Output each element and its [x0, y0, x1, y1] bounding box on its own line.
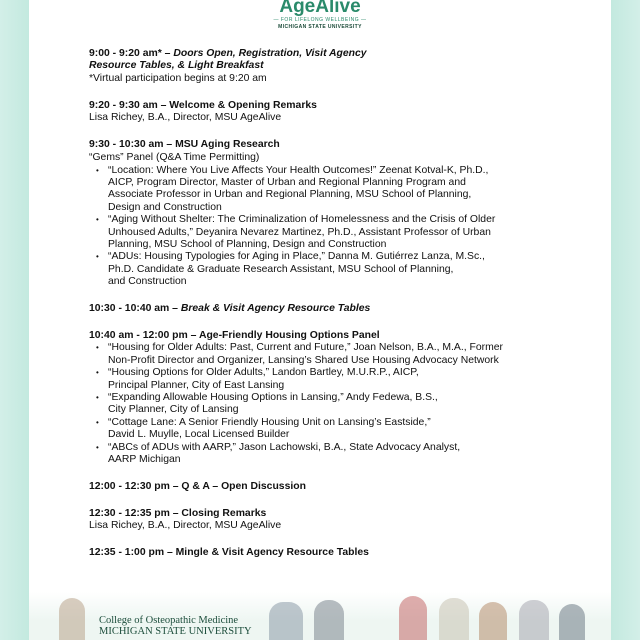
logo-university: MICHIGAN STATE UNIVERSITY — [278, 24, 362, 30]
list-item — [108, 342, 589, 367]
talk-list — [89, 165, 589, 289]
session-title: Closing Remarks — [181, 507, 267, 519]
talk-line: City Planner, City of Lansing — [108, 404, 239, 416]
session-title: Break & Visit Agency Resource Tables — [180, 303, 371, 315]
talk-line: David L. Muylle, Local Licensed Builder — [108, 429, 290, 441]
talk-line: • “Location: Where You Live Affects Your Health Outcomes!” Zeenat Kotval-K, Ph.D., — [108, 164, 489, 176]
talk-line: • “Expanding Allowable Housing Options in Lansing,” Andy Fedewa, B.S., — [108, 391, 438, 403]
people-photo — [399, 596, 427, 640]
agenda-session — [89, 100, 589, 125]
session-time: 12:35 - 1:00 pm — [89, 546, 165, 558]
list-item — [108, 442, 589, 467]
session-time: 10:40 am - 12:00 pm — [89, 329, 188, 341]
list-item — [108, 165, 589, 215]
people-photo — [269, 602, 303, 640]
session-separator: – — [157, 99, 170, 111]
session-speaker: Lisa Richey, B.A., Director, MSU AgeAlive — [89, 112, 282, 124]
people-photo — [314, 600, 344, 640]
session-time: 9:00 - 9:20 am* — [89, 48, 162, 59]
talk-line: Unhoused Adults,” Deyanira Nevarez Martinez, Ph.D., Assistant Professor of Urban — [108, 226, 491, 238]
talk-line: Principal Planner, City of East Lansing — [108, 379, 285, 391]
logo-title: AgeAlive — [279, 0, 361, 17]
list-item — [108, 251, 589, 288]
college-name: College of Osteopathic Medicine — [99, 615, 239, 626]
talk-line: • “Housing for Older Adults: Past, Current and Future,” Joan Nelson, B.A., M.A., Former — [108, 342, 504, 354]
agenda-session — [89, 303, 589, 315]
people-photo — [59, 598, 85, 640]
session-separator: – — [169, 507, 182, 519]
session-time: 10:30 - 10:40 am — [89, 303, 170, 315]
session-speaker: Lisa Richey, B.A., Director, MSU AgeAlive — [89, 519, 282, 531]
talk-line: • “ABCs of ADUs with AARP,” Jason Lachowski, B.A., State Advocacy Analyst, — [108, 441, 461, 453]
list-item — [108, 214, 589, 251]
talk-line: Associate Professor in Urban and Regional Planning, MSU School of Planning, — [108, 189, 472, 201]
agealive-logo — [29, 0, 611, 31]
session-title: MSU Aging Research — [175, 138, 280, 150]
agenda-session — [89, 139, 589, 289]
college-logo — [99, 616, 252, 637]
talk-line: Ph.D. Candidate & Graduate Research Assistant, MSU School of Planning, — [108, 263, 454, 275]
logo-tagline: — FOR LIFELONG WELLBEING — — [273, 17, 367, 23]
talk-line: and Construction — [108, 276, 187, 288]
talk-line: • “Housing Options for Older Adults,” Landon Bartley, M.U.R.P., AICP, — [108, 367, 419, 379]
session-title: Age-Friendly Housing Options Panel — [198, 329, 380, 341]
list-item — [108, 392, 589, 417]
session-note: *Virtual participation begins at 9:20 am — [89, 72, 267, 84]
agenda — [89, 48, 589, 574]
people-photo — [559, 604, 585, 640]
session-separator: – — [187, 329, 199, 341]
session-time: 9:30 - 10:30 am — [89, 138, 164, 150]
agenda-session — [89, 508, 589, 533]
session-separator: – — [169, 480, 182, 492]
talk-line: AICP, Program Director, Master of Urban and Regional Planning Program and — [108, 177, 466, 189]
college-university: MICHIGAN STATE UNIVERSITY — [99, 625, 252, 637]
session-title: Welcome & Opening Remarks — [169, 99, 317, 111]
session-time: 9:20 - 9:30 am — [89, 99, 158, 111]
session-title: Mingle & Visit Agency Resource Tables — [175, 546, 369, 558]
session-separator: – — [164, 546, 176, 558]
session-title: Q & A – Open Discussion — [181, 480, 306, 492]
session-time: 12:00 - 12:30 pm — [89, 480, 170, 492]
talk-line: Non-Profit Director and Organizer, Lansing’s Shared Use Housing Advocacy Network — [108, 354, 499, 366]
session-separator: – — [169, 303, 181, 315]
session-title: Doors Open, Registration, Visit Agency — [173, 48, 367, 59]
talk-line: • “ADUs: Housing Typologies for Aging in Place,” Danna M. Gutiérrez Lanza, M.Sc., — [108, 251, 485, 263]
list-item — [108, 367, 589, 392]
session-time: 12:30 - 12:35 pm — [89, 507, 170, 519]
talk-line: • “Aging Without Shelter: The Criminalization of Homelessness and the Crisis of Older — [108, 214, 496, 226]
session-title-continued: Resource Tables, & Light Breakfast — [89, 60, 264, 72]
session-separator: – — [161, 48, 174, 59]
people-photo — [439, 598, 469, 640]
footer-photo-strip — [29, 592, 611, 640]
talk-line: • “Cottage Lane: A Senior Friendly Housing Unit on Lansing’s Eastside,” — [108, 416, 431, 428]
talk-line: Planning, MSU School of Planning, Design and Construction — [108, 239, 387, 251]
talk-list — [89, 342, 589, 466]
people-photo — [479, 602, 507, 640]
talk-line: AARP Michigan — [108, 453, 181, 465]
session-separator: – — [163, 138, 176, 150]
agenda-page — [29, 0, 611, 640]
talk-line: Design and Construction — [108, 201, 222, 213]
agenda-session — [89, 330, 589, 466]
agenda-session — [89, 48, 589, 85]
agenda-session — [89, 481, 589, 493]
people-photo — [519, 600, 549, 640]
list-item — [108, 417, 589, 442]
session-subtitle: “Gems” Panel (Q&A Time Permitting) — [89, 152, 260, 164]
agenda-session — [89, 547, 589, 559]
